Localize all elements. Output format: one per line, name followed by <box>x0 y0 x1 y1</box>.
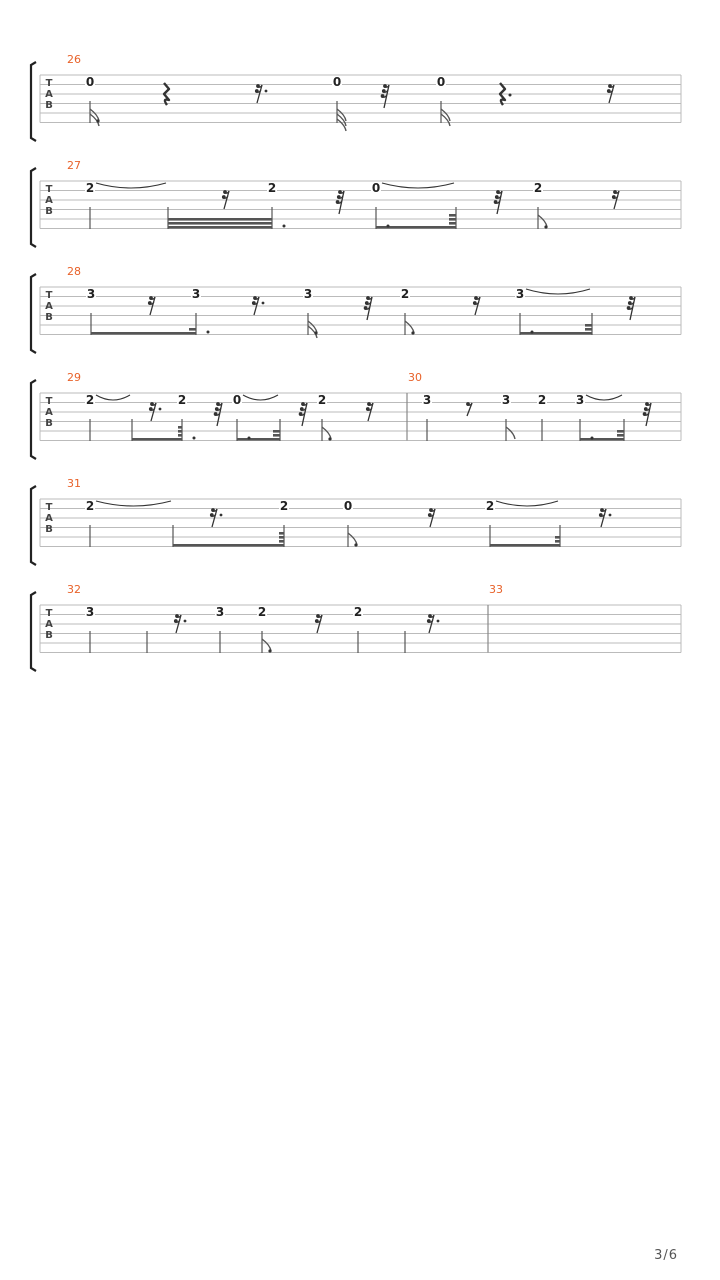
measure-number: 27 <box>67 159 81 172</box>
note-dot <box>591 437 594 440</box>
note-flag <box>538 215 547 227</box>
beam-partial <box>273 434 280 437</box>
fret-number: 3 <box>303 287 313 301</box>
note-dot <box>193 437 196 440</box>
fret-number: 0 <box>436 75 446 89</box>
tab-clef-a: A <box>45 619 53 630</box>
tie <box>243 395 278 400</box>
note-flag <box>348 533 357 545</box>
measure-number: 28 <box>67 265 81 278</box>
fret-number: 0 <box>371 181 381 195</box>
beam <box>168 222 272 225</box>
note-dot <box>96 119 99 122</box>
note-dot <box>544 225 547 228</box>
tie <box>382 183 454 188</box>
system-bracket <box>31 380 36 459</box>
fret-number: 2 <box>85 499 95 513</box>
note-dot <box>354 543 357 546</box>
beam <box>580 438 624 441</box>
tab-clef-b: B <box>45 100 53 111</box>
fret-number: 3 <box>575 393 585 407</box>
note-dot <box>314 331 317 334</box>
tab-clef-b: B <box>45 206 53 217</box>
note-dot <box>328 437 331 440</box>
rest-r32 <box>299 402 307 426</box>
tie <box>496 501 558 506</box>
beam <box>237 438 280 441</box>
fret-number: 0 <box>332 75 342 89</box>
beam <box>91 332 196 335</box>
rest-r8 <box>466 402 472 416</box>
note-dot <box>248 437 251 440</box>
beam-partial <box>178 430 182 433</box>
system-bracket <box>31 486 36 565</box>
beam-partial <box>178 426 182 429</box>
fret-number: 3 <box>501 393 511 407</box>
beam-partial <box>279 532 284 535</box>
tab-clef-t: T <box>45 290 53 301</box>
tab-clef-b: B <box>45 418 53 429</box>
tie <box>526 289 590 294</box>
rest-r32 <box>627 296 635 320</box>
fret-number: 3 <box>85 605 95 619</box>
beam <box>132 438 182 441</box>
tab-clef-t: T <box>45 78 53 89</box>
beam <box>490 544 560 547</box>
beam-partial <box>555 540 560 543</box>
beam-partial <box>279 536 284 539</box>
fret-number: 0 <box>343 499 353 513</box>
note-flag <box>405 321 414 333</box>
tab-clef-b: B <box>45 312 53 323</box>
beam-partial <box>449 218 456 221</box>
note-dot <box>283 225 286 228</box>
fret-number: 2 <box>537 393 547 407</box>
rest-r32 <box>643 402 651 426</box>
fret-number: 2 <box>267 181 277 195</box>
rest-r32 <box>214 402 222 426</box>
measure-number: 29 <box>67 371 81 384</box>
rest-r32 <box>364 296 372 320</box>
measure-number: 33 <box>489 583 503 596</box>
system-bracket <box>31 62 36 141</box>
fret-number: 2 <box>177 393 187 407</box>
beam-partial <box>617 430 624 433</box>
fret-number: 2 <box>485 499 495 513</box>
rest-r32 <box>381 84 389 108</box>
tab-clef-b: B <box>45 524 53 535</box>
rest-r32 <box>494 190 502 214</box>
fret-number: 3 <box>422 393 432 407</box>
fret-number: 2 <box>85 181 95 195</box>
tab-clef-t: T <box>45 502 53 513</box>
fret-number: 2 <box>353 605 363 619</box>
fret-number: 2 <box>533 181 543 195</box>
beam-partial <box>189 328 196 331</box>
tab-clef-t: T <box>45 396 53 407</box>
note-flag <box>262 639 271 651</box>
tie <box>96 501 171 506</box>
tie <box>586 395 622 400</box>
fret-number: 2 <box>317 393 327 407</box>
tab-clef-a: A <box>45 407 53 418</box>
beam-partial <box>585 324 592 327</box>
beam-partial <box>178 434 182 437</box>
system-bracket <box>31 168 36 247</box>
measure-number: 32 <box>67 583 81 596</box>
measure-number: 26 <box>67 53 81 66</box>
page-number: 3/6 <box>654 1248 678 1263</box>
fret-number: 2 <box>400 287 410 301</box>
measure-number: 31 <box>67 477 81 490</box>
rest-r32 <box>336 190 344 214</box>
beam-partial <box>279 540 284 543</box>
system-bracket <box>31 592 36 671</box>
note-dot <box>411 331 414 334</box>
tab-clef-a: A <box>45 89 53 100</box>
beam <box>168 226 272 229</box>
beam-partial <box>449 214 456 217</box>
fret-number: 2 <box>279 499 289 513</box>
tab-clef-a: A <box>45 513 53 524</box>
fret-number: 3 <box>215 605 225 619</box>
system-bracket <box>31 274 36 353</box>
fret-number: 2 <box>85 393 95 407</box>
note-dot <box>387 225 390 228</box>
fret-number: 0 <box>232 393 242 407</box>
fret-number: 3 <box>86 287 96 301</box>
tab-clef-t: T <box>45 608 53 619</box>
beam-partial <box>449 222 456 225</box>
fret-number: 0 <box>85 75 95 89</box>
fret-number: 3 <box>191 287 201 301</box>
note-dot <box>531 331 534 334</box>
tab-clef-b: B <box>45 630 53 641</box>
fret-number: 3 <box>515 287 525 301</box>
tab-clef-t: T <box>45 184 53 195</box>
tab-clef-a: A <box>45 195 53 206</box>
tab-clef-a: A <box>45 301 53 312</box>
note-flag <box>322 427 331 439</box>
note-dot <box>207 331 210 334</box>
beam <box>173 544 284 547</box>
beam-partial <box>585 328 592 331</box>
beam-partial <box>555 536 560 539</box>
beam-partial <box>617 434 624 437</box>
beam <box>168 218 272 221</box>
fret-number: 2 <box>257 605 267 619</box>
beam-partial <box>273 430 280 433</box>
note-flag <box>506 427 515 439</box>
note-dot <box>268 649 271 652</box>
tie <box>96 395 130 400</box>
measure-number: 30 <box>408 371 422 384</box>
tie <box>96 183 166 188</box>
